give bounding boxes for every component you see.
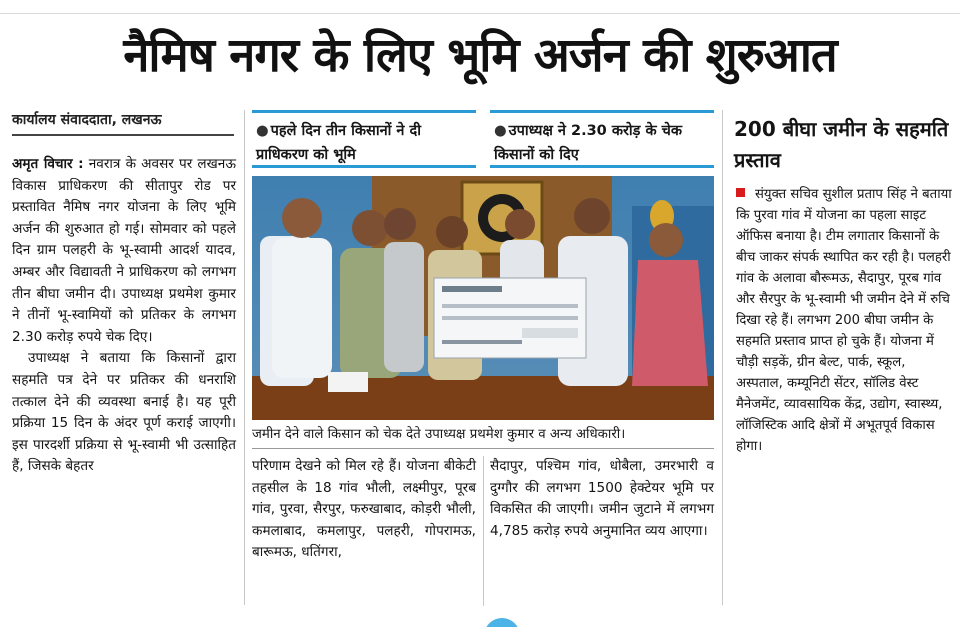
photo-illustration: [252, 176, 714, 420]
byline: कार्यालय संवाददाता, लखनऊ: [12, 112, 162, 128]
sidebar-heading: 200 बीघा जमीन के सहमति प्रस्ताव: [734, 117, 949, 172]
article-paragraph: परिणाम देखने को मिल रहे हैं। योजना बीकेटी तहसील के 18 गांव भौली, लक्ष्मीपुर, पूरब गांव, पुरवा, सैरपुर, फरुखाबाद, कोड़री भौली, कमलाबाद, कमलापुर, पलहरी, गोपरामऊ, बारूमऊ, धतिंगरा,: [252, 458, 476, 561]
headline: नैमिष नगर के लिए भूमि अर्जन की शुरुआत: [123, 28, 837, 83]
bullet-dot-icon: ●: [256, 123, 269, 139]
caption-divider: [252, 448, 714, 449]
decorative-circle-icon: [484, 618, 520, 627]
subheading-2: [490, 110, 714, 168]
news-photo: [252, 176, 714, 420]
article-paragraph: नवरात्र के अवसर पर लखनऊ विकास प्राधिकरण की सीतापुर रोड पर प्रस्तावित नैमिष नगर योजना के लिए भूमि अर्जन की शुरुआत हो गई। सोमवार को पहले दिन ग्राम पलहरी के भू-स्वामी आदर्श यादव, अम्बर और विद्यावती ने प्राधिकरण को लगभग तीन बीघा जमीन दी। उपाध्यक्ष प्रथमेश कुमार ने तीनों भू-स्वामियों को प्रतिकर के लगभग 2.30 करोड़ रुपये चेक दिए।: [12, 156, 236, 345]
red-square-bullet-icon: [736, 188, 745, 197]
article-column-3: [490, 456, 714, 542]
subheading-1: [252, 110, 476, 168]
article-column-1: [12, 154, 236, 478]
page-bottom-strip: [0, 612, 960, 627]
byline-divider: [12, 134, 234, 136]
column-divider: [483, 456, 484, 606]
subheading-text: पहले दिन तीन किसानों ने दी प्राधिकरण को भूमि: [256, 123, 421, 163]
photo-caption: जमीन देने वाले किसान को चेक देते उपाध्यक्ष प्रथमेश कुमार व अन्य अधिकारी।: [252, 427, 626, 442]
article-column-2: [252, 456, 476, 564]
column-divider: [244, 110, 245, 605]
dateline: अमृत विचार :: [12, 156, 84, 172]
bullet-dot-icon: ●: [494, 123, 507, 139]
article-paragraph: उपाध्यक्ष ने बताया कि किसानों द्वारा सहमति पत्र देने पर प्रतिकर की धनराशि तत्काल देने की व्यवस्था बनाई है। यह पूरी प्रक्रिया 15 दिन के अंदर पूर्ण कराई जाएगी। इस पारदर्शी प्रक्रिया से भू-स्वामी भी उत्साहित हैं, जिसके बेहतर: [12, 350, 236, 475]
subheading-text: उपाध्यक्ष ने 2.30 करोड़ के चेक किसानों को दिए: [494, 123, 682, 163]
sidebar-paragraph: संयुक्त सचिव सुशील प्रताप सिंह ने बताया कि पुरवा गांव में योजना का पहला साइट ऑफिस बनाया है। टीम लगातार किसानों के बीच जाकर संपर्क स्थापित कर रही है। पलहरी गांव के अलावा बौरूमऊ, सैदापुर, पूरब गांव और सैरपुर के भू-स्वामी भी जमीन देने में रुचि दिखा रहे हैं। लगभग 200 बीघा जमीन के सहमति प्रस्ताव प्राप्त हो चुके हैं। योजना में चौड़ी सड़कें, ग्रीन बेल्ट, पार्क, स्कूल, अस्पताल, कम्यूनिटी सेंटर, सॉलिड वेस्ट मैनेजमेंट, व्यावसायिक केंद्र, उद्योग, स्वास्थ्य, लॉजिस्टिक आदि क्षेत्रों में अभूतपूर्व विकास होगा।: [736, 187, 952, 454]
article-paragraph: सैदापुर, पश्चिम गांव, धोबैला, उमरभारी व दुग्गौर की लगभग 1500 हेक्टेयर भूमि पर विकसित की जाएगी। जमीन जुटाने में लगभग 4,785 करोड़ रुपये अनुमानित व्यय आएगा।: [490, 458, 714, 539]
column-divider: [722, 110, 723, 605]
sidebar-text-block: [736, 184, 956, 457]
page-top-strip: [0, 0, 960, 14]
